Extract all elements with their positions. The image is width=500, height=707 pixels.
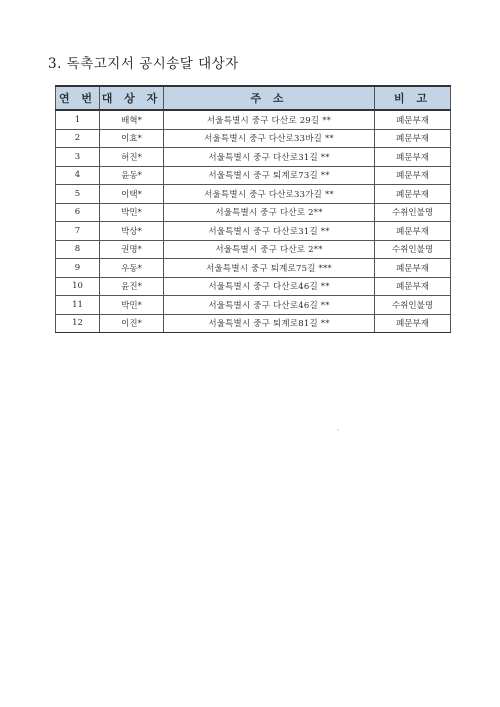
recipient-table xyxy=(55,85,451,333)
cell-note: 수취인불명 xyxy=(375,240,451,259)
table-row xyxy=(56,240,451,259)
cell-address: 서울특별시 중구 다산로 29길 ** xyxy=(164,110,375,129)
cell-recipient: 윤진* xyxy=(100,277,164,296)
cell-serial-number: 7 xyxy=(56,222,100,241)
cell-address: 서울특별시 중구 다산로31길 ** xyxy=(164,148,375,167)
cell-note: 폐문부재 xyxy=(375,129,451,148)
table-row xyxy=(56,110,451,129)
cell-note: 폐문부재 xyxy=(375,314,451,333)
cell-address: 서울특별시 중구 다산로33바길 ** xyxy=(164,129,375,148)
table-row xyxy=(56,314,451,333)
section-title: 3. 독촉고지서 공시송달 대상자 xyxy=(48,56,239,72)
cell-note: 폐문부재 xyxy=(375,166,451,185)
cell-recipient: 박민* xyxy=(100,203,164,222)
cell-address: 서울특별시 중구 퇴계로73길 ** xyxy=(164,166,375,185)
table-row xyxy=(56,296,451,315)
cell-serial-number: 8 xyxy=(56,240,100,259)
cell-address: 서울특별시 중구 다산로31길 ** xyxy=(164,222,375,241)
cell-note: 폐문부재 xyxy=(375,148,451,167)
cell-recipient: 박민* xyxy=(100,296,164,315)
cell-serial-number: 2 xyxy=(56,129,100,148)
cell-serial-number: 11 xyxy=(56,296,100,315)
cell-note: 수취인불명 xyxy=(375,296,451,315)
table-row xyxy=(56,203,451,222)
header-address: 주 소 xyxy=(164,86,375,110)
header-recipient: 대 상 자 xyxy=(100,86,164,110)
table-row xyxy=(56,129,451,148)
cell-note: 폐문부재 xyxy=(375,185,451,204)
cell-address: 서울특별시 중구 다산로 2** xyxy=(164,240,375,259)
cell-serial-number: 9 xyxy=(56,259,100,278)
cell-address: 서울특별시 중구 다산로33가길 ** xyxy=(164,185,375,204)
cell-serial-number: 1 xyxy=(56,110,100,129)
table-row xyxy=(56,277,451,296)
cell-serial-number: 12 xyxy=(56,314,100,333)
table-row xyxy=(56,185,451,204)
cell-note: 폐문부재 xyxy=(375,277,451,296)
table-header xyxy=(56,86,451,110)
cell-recipient: 권명* xyxy=(100,240,164,259)
cell-recipient: 배혁* xyxy=(100,110,164,129)
cell-serial-number: 10 xyxy=(56,277,100,296)
cell-recipient: 이진* xyxy=(100,314,164,333)
cell-recipient: 박상* xyxy=(100,222,164,241)
cell-note: 수취인불명 xyxy=(375,203,451,222)
cell-serial-number: 5 xyxy=(56,185,100,204)
cell-recipient: 우동* xyxy=(100,259,164,278)
cell-address: 서울특별시 중구 다산로 2** xyxy=(164,203,375,222)
table-row xyxy=(56,222,451,241)
cell-address: 서울특별시 중구 퇴계로75길 *** xyxy=(164,259,375,278)
cell-recipient: 이효* xyxy=(100,129,164,148)
cell-serial-number: 6 xyxy=(56,203,100,222)
table-row xyxy=(56,259,451,278)
cell-serial-number: 4 xyxy=(56,166,100,185)
cell-address: 서울특별시 중구 퇴계로81길 ** xyxy=(164,314,375,333)
cell-note: 폐문부재 xyxy=(375,110,451,129)
cell-note: 폐문부재 xyxy=(375,222,451,241)
cell-serial-number: 3 xyxy=(56,148,100,167)
cell-recipient: 이택* xyxy=(100,185,164,204)
header-serial-number: 연 번 xyxy=(56,86,100,110)
cell-address: 서울특별시 중구 다산로46길 ** xyxy=(164,296,375,315)
table-row xyxy=(56,166,451,185)
cell-note: 폐문부재 xyxy=(375,259,451,278)
header-row xyxy=(56,86,451,110)
table-row xyxy=(56,148,451,167)
scan-speck xyxy=(337,429,339,431)
header-note: 비 고 xyxy=(375,86,451,110)
table-body xyxy=(56,110,451,333)
cell-recipient: 윤동* xyxy=(100,166,164,185)
cell-address: 서울특별시 중구 다산로46길 ** xyxy=(164,277,375,296)
cell-recipient: 허진* xyxy=(100,148,164,167)
